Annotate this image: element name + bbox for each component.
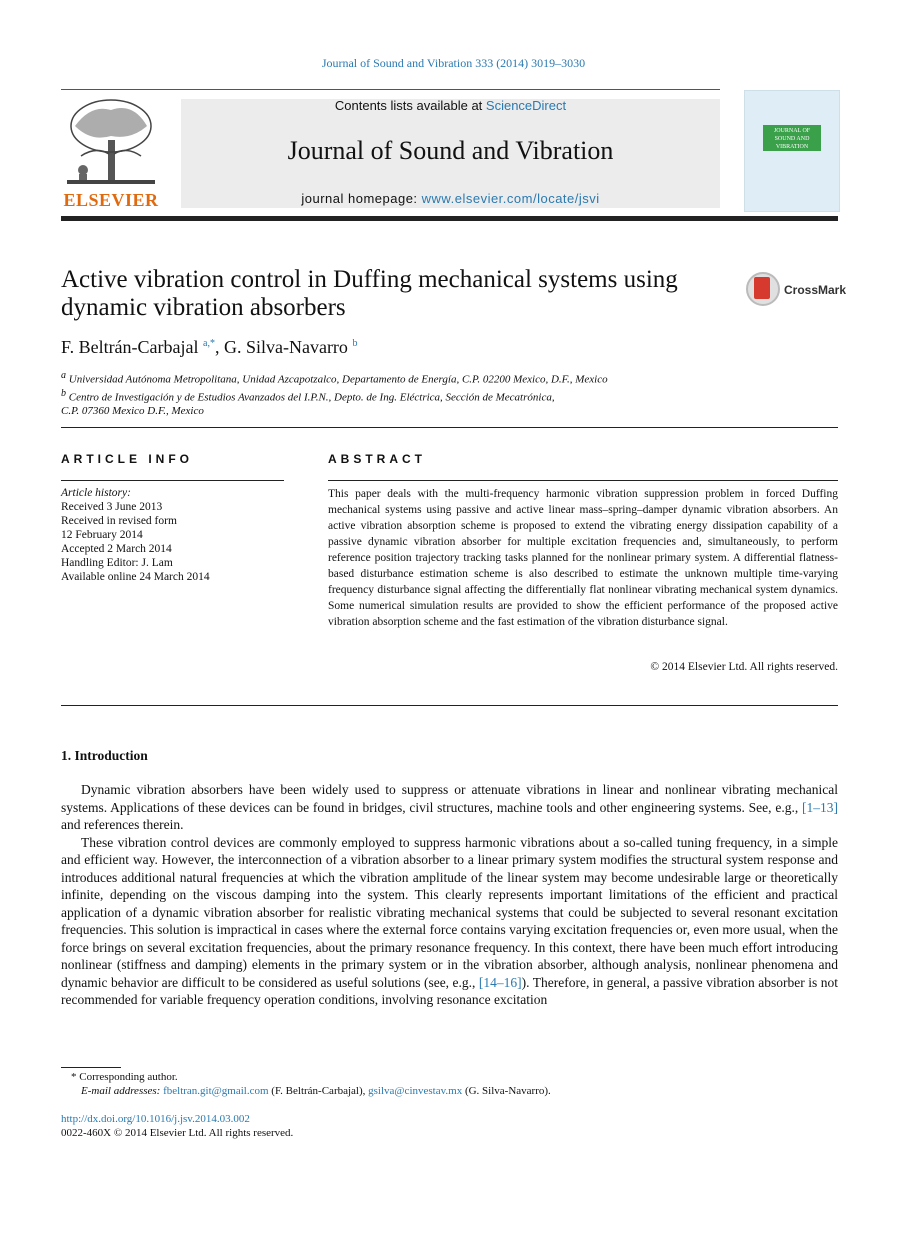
article-info-heading: ARTICLE INFO	[61, 452, 193, 466]
history-item: 12 February 2014	[61, 529, 143, 541]
affil-marker: a	[61, 370, 66, 381]
email-link[interactable]: gsilva@cinvestav.mx	[368, 1085, 463, 1097]
reference-link[interactable]: [14–16]	[478, 974, 522, 990]
elsevier-wordmark: ELSEVIER	[63, 190, 159, 210]
history-item: Handling Editor: J. Lam	[61, 557, 173, 569]
affil-text: Universidad Autónoma Metropolitana, Unidad Azcapotzalco, Departamento de Energía, C.P. 02200 Mexico, D.F., Mexico	[68, 373, 608, 386]
footnote-rule	[61, 1067, 121, 1068]
introduction-body	[61, 781, 838, 1009]
abstract-rule	[328, 480, 838, 481]
homepage-link[interactable]: www.elsevier.com/locate/jsvi	[421, 191, 600, 206]
history-item: Received in revised form	[61, 515, 177, 527]
homepage-line	[181, 191, 720, 206]
author-separator: ,	[214, 337, 224, 357]
journal-citation[interactable]: Journal of Sound and Vibration 333 (2014) 3019–3030	[321, 56, 586, 70]
affiliation-a	[61, 369, 838, 387]
crossmark-bookmark-icon	[754, 277, 770, 299]
crossmark-badge[interactable]	[746, 272, 847, 308]
author-list	[61, 337, 357, 358]
history-item: Available online 24 March 2014	[61, 571, 210, 583]
paragraph	[61, 781, 838, 834]
affil-text: Centro de Investigación y de Estudios Avanzados del I.P.N., Depto. de Ing. Eléctrica, Sección de Mecatrónica,	[68, 391, 555, 404]
email-owner: (F. Beltrán-Carbajal),	[268, 1085, 369, 1097]
history-item: Received 3 June 2013	[61, 501, 163, 513]
journal-title[interactable]: Journal of Sound and Vibration	[287, 136, 614, 165]
affil-marker: b	[61, 387, 66, 399]
email-owner: (G. Silva-Navarro).	[462, 1085, 551, 1097]
corresponding-author-note: * Corresponding author.	[71, 1071, 178, 1083]
author-affil-ref[interactable]: b	[352, 338, 358, 349]
sciencedirect-link[interactable]: ScienceDirect	[485, 98, 567, 113]
article-history	[61, 486, 284, 584]
article-info-rule	[61, 480, 284, 481]
footnotes	[61, 1070, 838, 1098]
masthead-bottom-rule	[61, 216, 838, 221]
author-name: F. Beltrán-Carbajal	[61, 337, 199, 357]
masthead-top-rule	[61, 89, 720, 90]
paragraph-text: These vibration control devices are commonly employed to suppress harmonic vibrations about a so-called tuning frequency, in a simple and efficient way. However, the interconnection of a vibration absorber to a linear primary system modifies the structural system response and introduces additional natural frequencies at which the vibration amplitude of the linear system may become undesirable large or theoretically infinite, depending on the viscous damping into the system. This clearly represents important limitations of the efficient and practical application of a dynamic vibration absorber for realistic vibrating mechanical systems that could be subjected to several resonant excitation frequencies. This solution is impractical in cases where the external force contains varying excitation frequencies or, even more usual, when the force brings on several excitation frequencies, about the primary resonance frequency. In this context, there have been much effort introducing nonlinear (stiffness and damping) elements in the primary system or in the vibration absorber, although analysis, nonlinear phenomena and dynamic behavior are difficult to be considered as useful solutions (see, e.g.,	[61, 834, 838, 990]
abstract-copyright: © 2014 Elsevier Ltd. All rights reserved.	[650, 661, 838, 673]
homepage-prefix: journal homepage:	[301, 191, 422, 206]
paragraph-text: ). Therefore, in general, a passive vibration absorber is not recommended for variable frequency operation conditions, involving resonance excitation	[61, 974, 838, 1007]
journal-cover-thumbnail[interactable]	[744, 90, 840, 212]
doi-block	[61, 1112, 293, 1140]
affiliation-b	[61, 387, 838, 405]
affiliations	[61, 369, 838, 418]
article-title: Active vibration control in Duffing mechanical systems using dynamic vibration absorbers	[61, 266, 678, 321]
crossmark-label: CrossMark	[784, 283, 847, 297]
abstract-text: This paper deals with the multi-frequency harmonic vibration suppression problem in forced Duffing mechanical systems using passive and active linear mass–spring–damper dynamic vibration absorbers. An active vibration absorption scheme is proposed to extend the vibrating energy dissipation capability of a passive dynamic vibration absorber for multiple excitation frequencies and, simultaneously, to perform reference position trajectory tracking tasks planned for the nonlinear primary system. A differential flatness-based disturbance estimation scheme is also described to estimate the unknown multiple time-varying frequency disturbance signal affecting the differentially flat nonlinear vibrating mechanical system dynamics. Some numerical simulation results are provided to show the efficient performance of the proposed active vibration absorption scheme and the fast estimation of the vibration disturbance signal.	[328, 488, 838, 628]
email-link[interactable]: fbeltran.git@gmail.com	[163, 1085, 269, 1097]
contents-line	[181, 98, 720, 113]
corresponding-author-ref[interactable]: *	[209, 338, 215, 349]
paragraph-text: Dynamic vibration absorbers have been widely used to suppress or attenuate vibrations in linear and nonlinear vibrating mechanical systems. Applications of these devices can be found in bridges, civil structures, machine tools and other engineering systems. See, e.g.,	[61, 782, 838, 815]
paragraph	[61, 834, 838, 1009]
history-item: Accepted 2 March 2014	[61, 543, 172, 555]
elsevier-logo[interactable]	[61, 96, 161, 211]
author-affil-ref[interactable]: a,	[203, 338, 210, 349]
issn-line: 0022-460X © 2014 Elsevier Ltd. All rights reserved.	[61, 1127, 294, 1139]
author-name: G. Silva-Navarro	[223, 337, 348, 357]
cover-title-text: JOURNAL OF SOUND AND VIBRATION	[773, 128, 811, 150]
section-heading-introduction: 1. Introduction	[61, 748, 148, 763]
email-line	[61, 1084, 838, 1098]
email-label: E-mail addresses:	[81, 1085, 164, 1097]
doi-link[interactable]: http://dx.doi.org/10.1016/j.jsv.2014.03.002	[61, 1113, 250, 1125]
section-rule	[61, 427, 838, 428]
abstract-heading: ABSTRACT	[328, 452, 426, 466]
reference-link[interactable]: [1–13]	[802, 799, 838, 815]
contents-prefix: Contents lists available at	[334, 98, 486, 113]
paragraph-text: and references therein.	[61, 817, 184, 832]
affiliation-b-cont: C.P. 07360 Mexico D.F., Mexico	[61, 405, 204, 418]
elsevier-tree-icon	[61, 96, 161, 188]
section-rule	[61, 705, 838, 706]
history-label: Article history:	[61, 487, 131, 499]
